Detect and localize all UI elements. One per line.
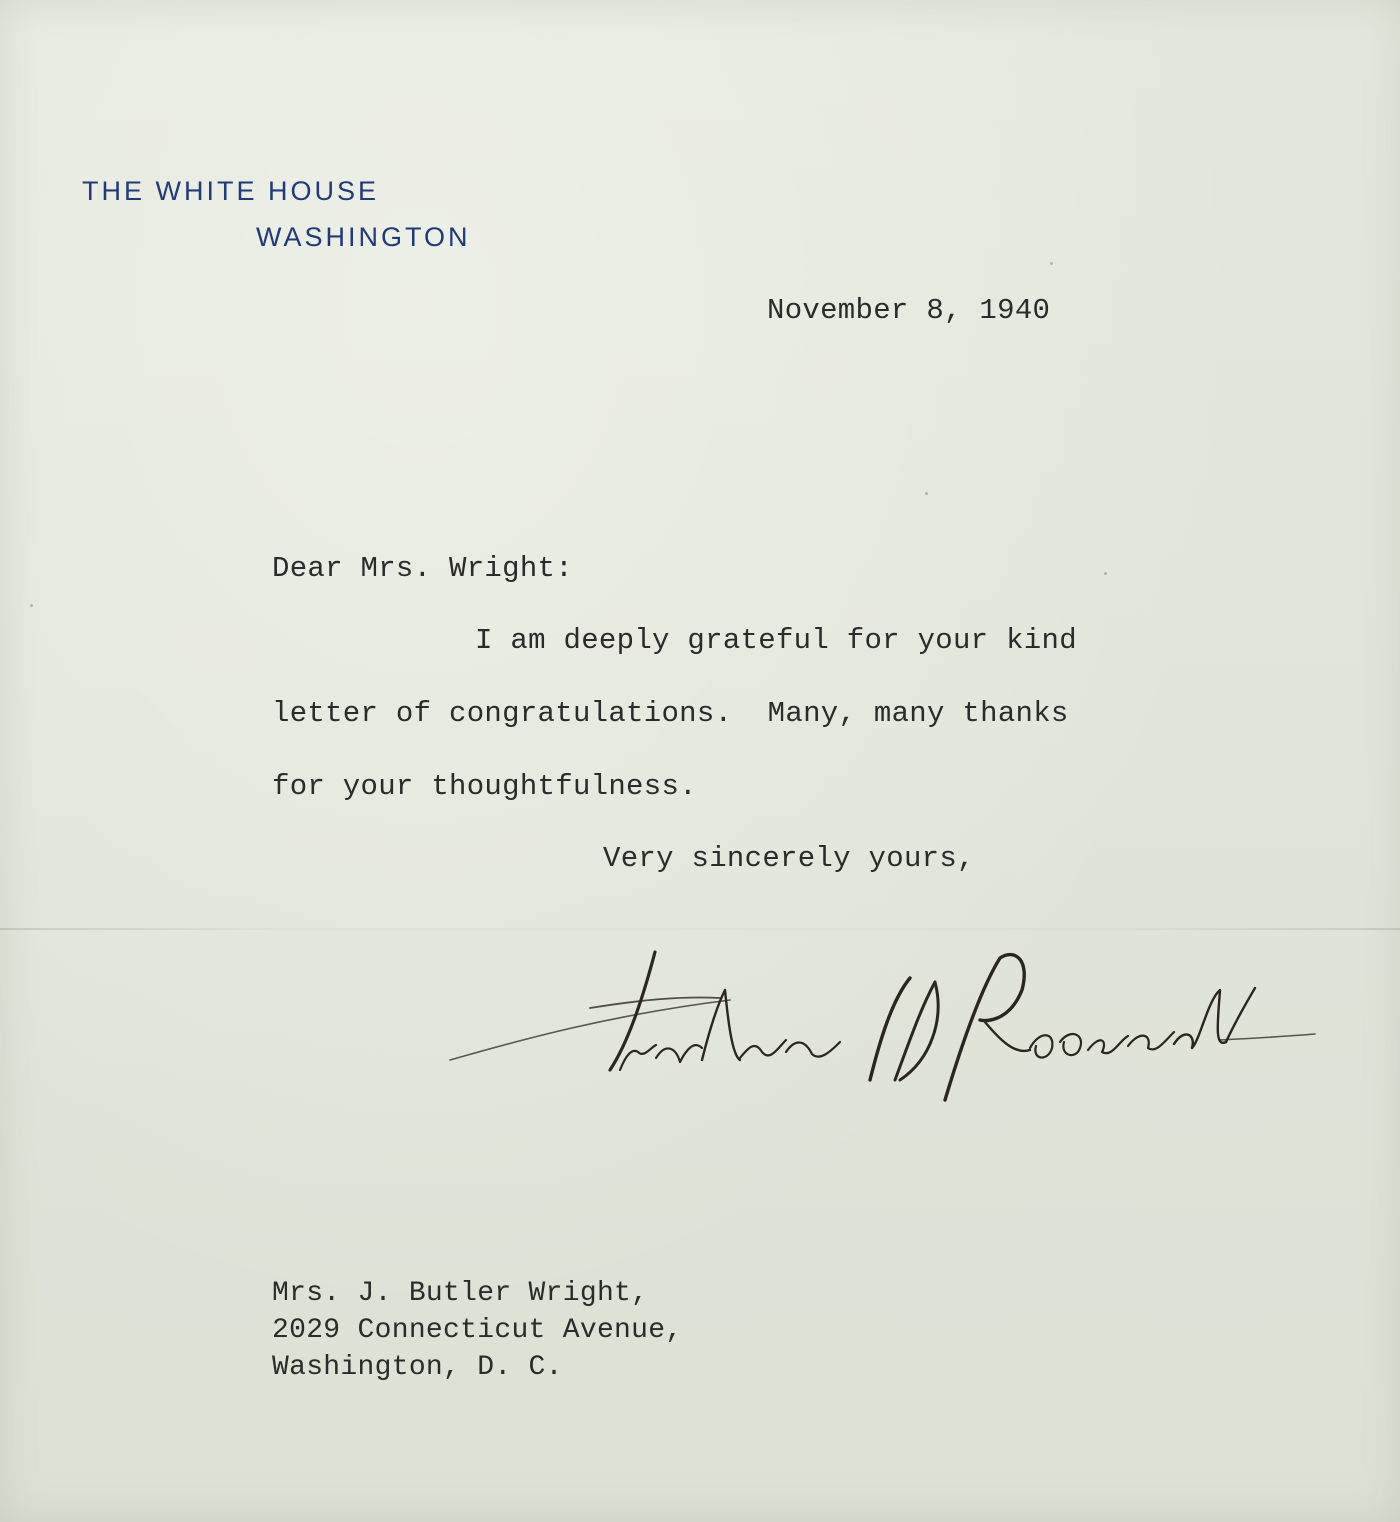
recipient-address-line: 2029 Connecticut Avenue, [272,1315,683,1346]
letterhead [82,168,471,260]
paper-speck [925,492,928,495]
letter-body-line: I am deeply grateful for your kind [475,624,1077,657]
letter-salutation: Dear Mrs. Wright: [272,552,573,585]
recipient-address-line: Mrs. J. Butler Wright, [272,1278,649,1309]
letter-body-line: for your thoughtfulness. [272,770,697,803]
letterhead-city: WASHINGTON [256,222,471,252]
recipient-address-line: Washington, D. C. [272,1352,563,1383]
paper-speck [1050,262,1053,265]
handwritten-signature [440,930,1320,1120]
letter-date: November 8, 1940 [767,294,1051,327]
letterhead-title: THE WHITE HOUSE [82,176,380,206]
letter-closing: Very sincerely yours, [603,842,975,875]
paper-speck [30,604,33,607]
paper-speck [1104,572,1107,575]
letter-body-line: letter of congratulations. Many, many thanks [272,697,1069,730]
